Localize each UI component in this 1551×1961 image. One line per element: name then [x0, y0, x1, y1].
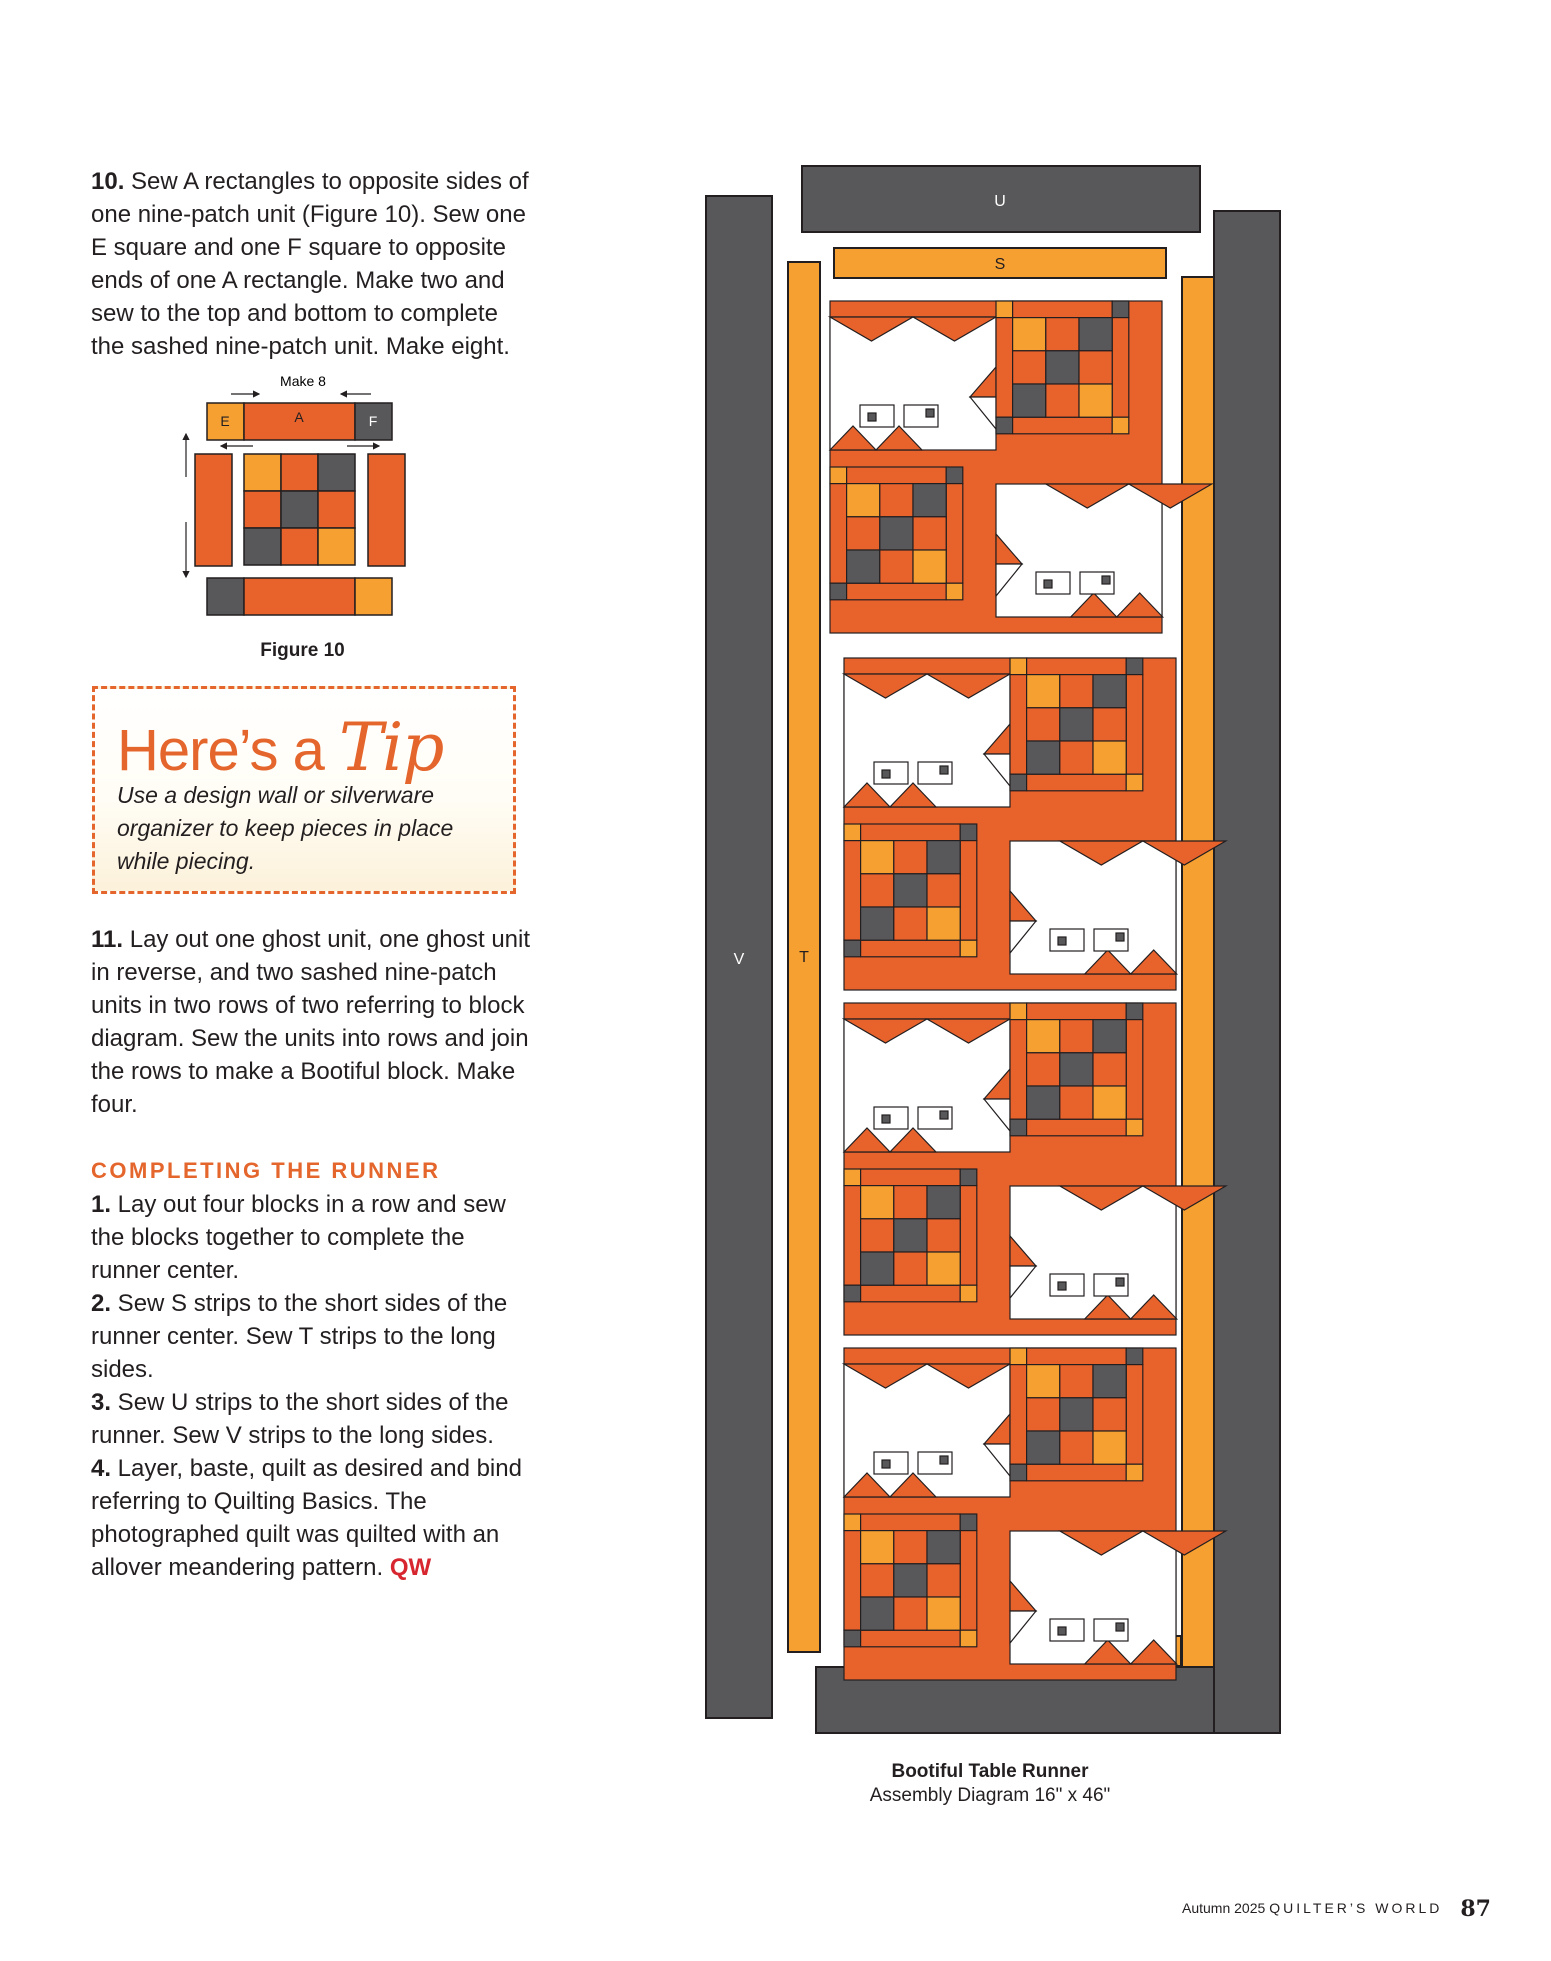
patch: [927, 1186, 960, 1219]
patch: [1046, 318, 1079, 351]
patch: [1093, 1086, 1126, 1119]
patch: [861, 1186, 894, 1219]
patch: [1126, 1464, 1143, 1481]
ghost-pupil: [868, 413, 876, 421]
label-s: S: [994, 256, 1006, 273]
ghost-pupil: [1116, 1623, 1124, 1631]
patch: [1112, 318, 1129, 418]
patch: [927, 1531, 960, 1564]
assembly-title: Bootiful Table Runner: [891, 1761, 1089, 1782]
patch: [844, 1514, 861, 1531]
patch: [1126, 1003, 1143, 1020]
patch: [861, 940, 961, 957]
patch: [1093, 741, 1126, 774]
ghost-pupil: [940, 1456, 948, 1464]
ghost-pupil: [1058, 937, 1066, 945]
ghost-eye: [1050, 1619, 1084, 1641]
patch: [996, 417, 1013, 434]
make-count-label: Make 8: [280, 373, 326, 389]
patch: [894, 1531, 927, 1564]
patch: [1027, 708, 1060, 741]
ghost-pupil: [940, 766, 948, 774]
patch: [1010, 1365, 1027, 1465]
ghost-eye: [860, 405, 894, 427]
patch: [913, 517, 946, 550]
patch: [1126, 1365, 1143, 1465]
patch: [894, 1252, 927, 1285]
tip-title-script: Tip: [339, 709, 444, 786]
runner-step-3: [91, 1386, 531, 1452]
patch: [1010, 1348, 1027, 1365]
patch: [830, 484, 847, 584]
patch: [927, 907, 960, 940]
patch: [1060, 708, 1093, 741]
section-heading: COMPLETING THE RUNNER: [91, 1158, 441, 1183]
patch: [960, 1169, 977, 1186]
patch: [861, 874, 894, 907]
rect-a-left: [195, 454, 232, 566]
patch: [1027, 1003, 1127, 1020]
patch: [927, 841, 960, 874]
patch: [861, 841, 894, 874]
patch: [1027, 1464, 1127, 1481]
patch: [1046, 351, 1079, 384]
step-number: 3.: [91, 1389, 112, 1416]
step-10: [91, 165, 531, 363]
nine-patch-unit: [244, 454, 355, 565]
ghost-pupil: [1058, 1627, 1066, 1635]
assembly-caption: [780, 1760, 1200, 1808]
tip-title-lead: Here’s a: [117, 718, 340, 783]
patch: [996, 301, 1013, 318]
patch: [894, 1219, 927, 1252]
patch: [847, 550, 880, 583]
patch: [1027, 658, 1127, 675]
patch: [1010, 774, 1027, 791]
square-f-bottom: [207, 578, 244, 615]
patch: [1046, 384, 1079, 417]
patch: [960, 1186, 977, 1286]
patch: [1010, 1003, 1027, 1020]
patch: [894, 874, 927, 907]
patch: [927, 1564, 960, 1597]
ghost-eye: [1050, 929, 1084, 951]
patch: [1093, 1053, 1126, 1086]
patch: [894, 1597, 927, 1630]
ghost-eye: [874, 1452, 908, 1474]
ghost-eye: [874, 762, 908, 784]
patch: [1093, 1365, 1126, 1398]
magazine-name: QUILTER’S WORLD: [1269, 1900, 1443, 1916]
patch: [844, 824, 861, 841]
qw-signoff: QW: [389, 1554, 432, 1581]
issue-date: Autumn 2025: [1181, 1900, 1266, 1916]
patch: [946, 467, 963, 484]
step-number: 4.: [91, 1455, 112, 1482]
patch: [1126, 1348, 1143, 1365]
patch: [861, 1285, 961, 1302]
patch: [1079, 384, 1112, 417]
ghost-eye: [874, 1107, 908, 1129]
step-11: [91, 923, 531, 1121]
patch: [1013, 351, 1046, 384]
patch: [960, 1514, 977, 1531]
tip-title: [117, 709, 443, 786]
border-v-right: [1214, 211, 1280, 1733]
label-a: A: [294, 409, 304, 425]
step-number: 11.: [91, 926, 124, 953]
ghost-eye: [1036, 572, 1070, 594]
step-text: Layer, baste, quilt as desired and bind referring to Quilting Basics. The photographed quilt was quilted with an allover meandering pattern.: [91, 1455, 522, 1581]
patch: [1060, 675, 1093, 708]
step-text: Lay out one ghost unit, one ghost unit in reverse, and two sashed nine-patch units in two rows of two referring to block diagram. Sew the units into rows and join the rows to make a Bootiful block. Make four.: [91, 926, 531, 1118]
label-v: V: [733, 951, 745, 968]
rect-a-bottom: [244, 578, 355, 615]
figure-10-diagram: [175, 372, 415, 622]
ghost-pupil: [1058, 1282, 1066, 1290]
patch: [844, 940, 861, 957]
step-number: 1.: [91, 1191, 112, 1218]
patch: [880, 550, 913, 583]
patch: [1010, 1464, 1027, 1481]
patch: [996, 318, 1013, 418]
patch: [830, 467, 847, 484]
ghost-pupil: [940, 1111, 948, 1119]
ghost-pupil: [1116, 933, 1124, 941]
patch: [1027, 1365, 1060, 1398]
assembly-subtitle: Assembly Diagram 16" x 46": [869, 1785, 1111, 1806]
label-u: U: [994, 193, 1006, 210]
patch: [1010, 1020, 1027, 1120]
patch: [1027, 675, 1060, 708]
patch: [1093, 675, 1126, 708]
step-text: Sew U strips to the short sides of the runner. Sew V strips to the long sides.: [91, 1389, 509, 1449]
patch: [880, 517, 913, 550]
ghost-pupil: [926, 409, 934, 417]
ghost-pupil: [1116, 1278, 1124, 1286]
step-text: Sew A rectangles to opposite sides of one nine-patch unit (Figure 10). Sew one E square and one F square to opposite ends of one A rectangle. Make two and sew to the top and bottom to complete the sashed nine-patch unit. Make eight.: [91, 168, 529, 360]
patch: [844, 841, 861, 941]
patch: [1126, 1020, 1143, 1120]
patch: [1079, 351, 1112, 384]
patch: [1027, 1431, 1060, 1464]
patch: [913, 484, 946, 517]
runner-step-2: [91, 1287, 531, 1386]
square-e-bottom: [355, 578, 392, 615]
patch: [946, 583, 963, 600]
patch: [1027, 774, 1127, 791]
patch: [847, 517, 880, 550]
patch: [1027, 1086, 1060, 1119]
patch: [1126, 774, 1143, 791]
patch: [1060, 1086, 1093, 1119]
patch: [927, 1597, 960, 1630]
patch: [1060, 741, 1093, 774]
patch: [861, 824, 961, 841]
patch: [1112, 301, 1129, 318]
runner-step-4: [91, 1452, 531, 1584]
patch: [861, 1597, 894, 1630]
patch: [1027, 1020, 1060, 1053]
patch: [847, 583, 947, 600]
patch: [1060, 1020, 1093, 1053]
patch: [960, 940, 977, 957]
ghost-pupil: [1044, 580, 1052, 588]
patch: [894, 1564, 927, 1597]
label-f: F: [368, 413, 378, 429]
patch: [927, 1252, 960, 1285]
patch: [1126, 675, 1143, 775]
patch: [861, 1169, 961, 1186]
patch: [847, 467, 947, 484]
ghost-pupil: [882, 770, 890, 778]
patch: [960, 1531, 977, 1631]
step-text: Lay out four blocks in a row and sew the blocks together to complete the runner center.: [91, 1191, 506, 1284]
patch: [1010, 675, 1027, 775]
patch: [844, 1630, 861, 1647]
patch: [1126, 1119, 1143, 1136]
page-footer: [1182, 1896, 1491, 1922]
figure-10-caption: Figure 10: [260, 640, 345, 661]
patch: [861, 1531, 894, 1564]
patch: [861, 1630, 961, 1647]
patch: [880, 484, 913, 517]
patch: [960, 1630, 977, 1647]
patch: [946, 484, 963, 584]
runner-step-1: [91, 1188, 531, 1287]
patch: [1112, 417, 1129, 434]
patch: [894, 907, 927, 940]
patch: [913, 550, 946, 583]
patch: [1027, 1053, 1060, 1086]
tip-text: Use a design wall or silverware organizer to keep pieces in place while piecing.: [117, 782, 454, 874]
patch: [861, 907, 894, 940]
patch: [1093, 1398, 1126, 1431]
patch: [1093, 1020, 1126, 1053]
step-number: 10.: [91, 168, 125, 195]
patch: [894, 841, 927, 874]
patch: [1010, 1119, 1027, 1136]
patch: [844, 1531, 861, 1631]
patch: [927, 874, 960, 907]
patch: [861, 1514, 961, 1531]
ghost-eye: [1050, 1274, 1084, 1296]
assembly-diagram: [700, 160, 1300, 1750]
tip-box: [92, 686, 516, 894]
patch: [1027, 741, 1060, 774]
patch: [1013, 318, 1046, 351]
runner-steps: [91, 1188, 531, 1584]
patch: [927, 1219, 960, 1252]
patch: [1027, 1398, 1060, 1431]
patch: [1013, 417, 1113, 434]
label-e: E: [220, 413, 230, 429]
patch: [1027, 1119, 1127, 1136]
patch: [861, 1564, 894, 1597]
runner-center: [830, 301, 1226, 1680]
step-number: 2.: [91, 1290, 112, 1317]
patch: [1010, 658, 1027, 675]
patch: [844, 1169, 861, 1186]
patch: [1060, 1365, 1093, 1398]
patch: [844, 1186, 861, 1286]
page-number: 87: [1460, 1896, 1491, 1922]
patch: [1093, 1431, 1126, 1464]
patch: [847, 484, 880, 517]
label-t: T: [799, 949, 809, 966]
step-text: Sew S strips to the short sides of the runner center. Sew T strips to the long sides.: [91, 1290, 508, 1383]
patch: [960, 824, 977, 841]
patch: [1079, 318, 1112, 351]
patch: [1060, 1398, 1093, 1431]
ghost-pupil: [882, 1115, 890, 1123]
rect-a-right: [368, 454, 405, 566]
patch: [1093, 708, 1126, 741]
patch: [830, 583, 847, 600]
patch: [894, 1186, 927, 1219]
ghost-pupil: [1102, 576, 1110, 584]
patch: [1126, 658, 1143, 675]
patch: [1060, 1053, 1093, 1086]
patch: [1013, 301, 1113, 318]
patch: [844, 1285, 861, 1302]
patch: [861, 1252, 894, 1285]
patch: [1060, 1431, 1093, 1464]
ghost-pupil: [882, 1460, 890, 1468]
patch: [960, 1285, 977, 1302]
patch: [1027, 1348, 1127, 1365]
patch: [861, 1219, 894, 1252]
patch: [960, 841, 977, 941]
patch: [1013, 384, 1046, 417]
